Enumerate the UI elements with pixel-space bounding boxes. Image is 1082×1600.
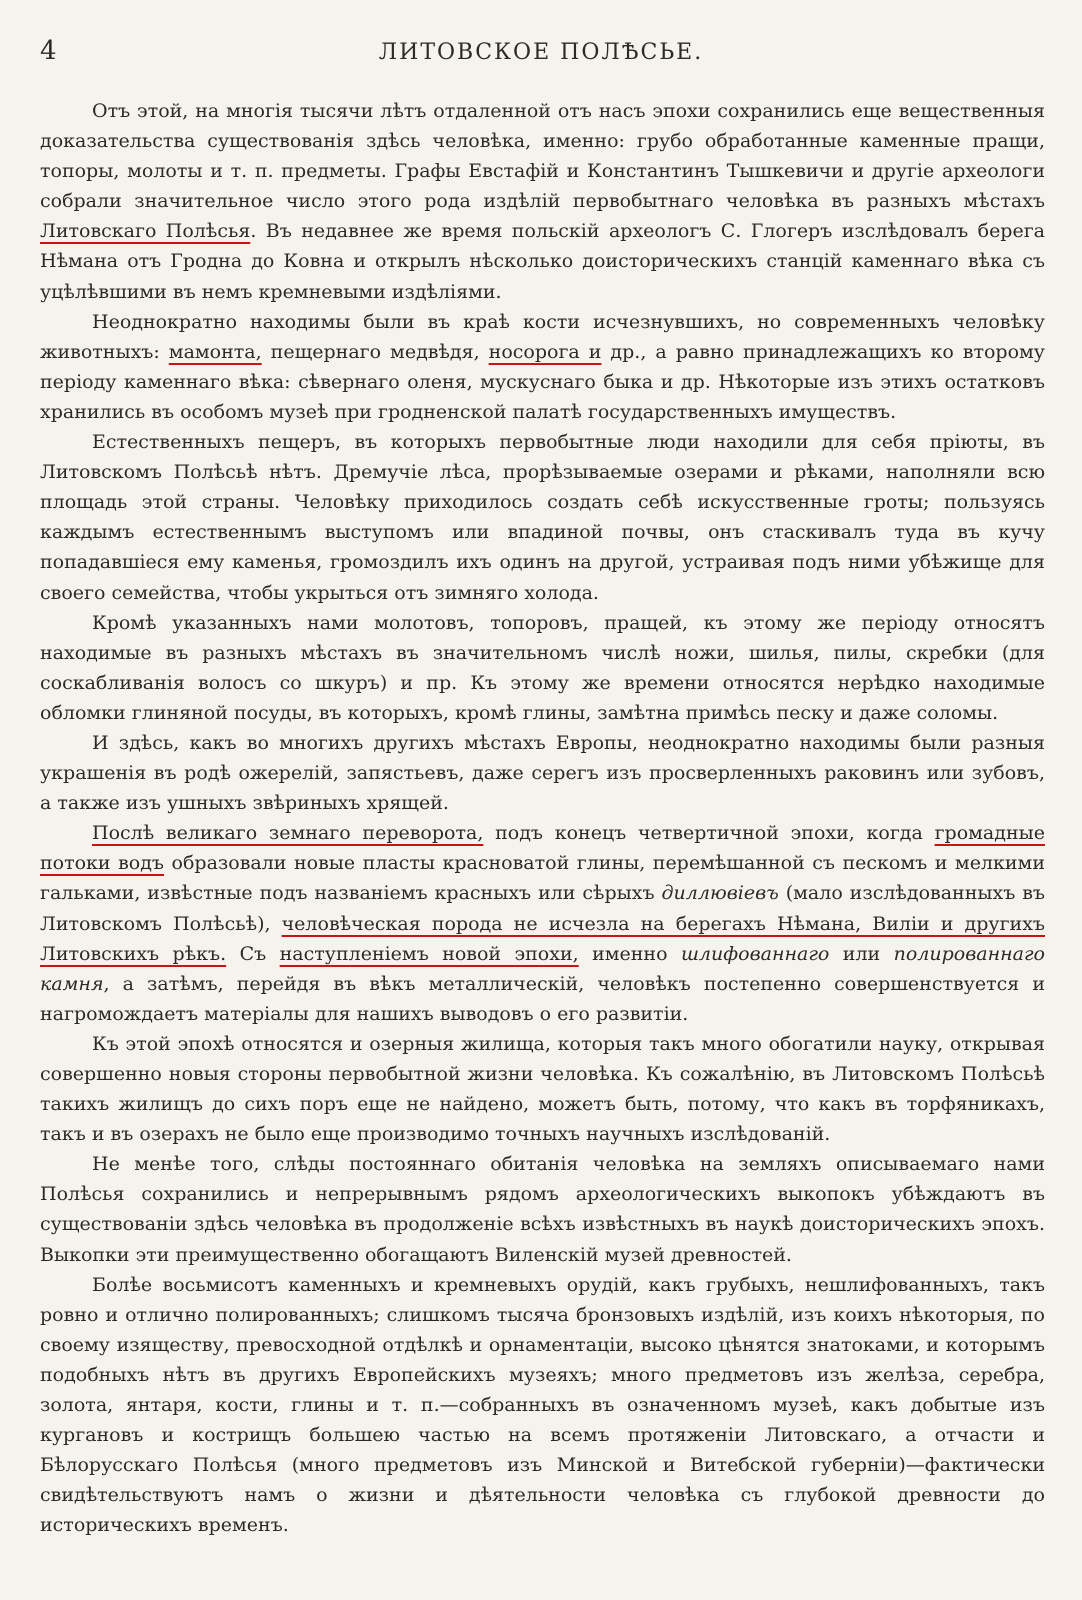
text-run: Неоднократно находимы были въ краѣ кости исчезнувшихъ, но современныхъ человѣку животныхъ: bbox=[40, 310, 1045, 363]
underlined-text: громадные потоки водъ bbox=[40, 822, 1045, 875]
paragraph bbox=[40, 1149, 1045, 1269]
italic-text: диллювіевъ bbox=[661, 882, 779, 905]
text-run: Къ этой эпохѣ относятся и озерныя жилища, которыя такъ много обогатили науку, открывая совершенно новыя стороны первобытной жизни человѣка. Къ сожалѣнію, въ Литовскомъ Полѣсьѣ такихъ жилищъ до сихъ поръ еще не найдено, можетъ быть, потому, что какъ въ торфяникахъ, такъ и въ озерахъ не было еще производимо точныхъ научныхъ изслѣдованій. bbox=[40, 1032, 1045, 1146]
underlined-text: человѣческая порода не исчезла на берегахъ Нѣмана, Виліи и другихъ Литовскихъ рѣкъ. bbox=[40, 912, 1045, 965]
paragraph bbox=[40, 608, 1045, 728]
italic-text: полированнаго камня bbox=[40, 942, 1045, 995]
underlined-text: наступленіемъ новой эпохи, bbox=[279, 942, 579, 965]
text-run: (мало изслѣдованныхъ въ Литовскомъ Полѣсьѣ), bbox=[40, 882, 1045, 935]
text-run: др., а равно принадлежащихъ ко второму періоду каменнаго вѣка: сѣвернаго оленя, мускуснаго быка и др. Нѣкоторые изъ этихъ остатковъ хранились въ особомъ музеѣ при гродненской палатѣ государственныхъ имуществъ. bbox=[40, 340, 1045, 423]
running-title: ЛИТОВСКОЕ ПОЛѢСЬЕ. bbox=[378, 40, 704, 65]
paragraph bbox=[40, 1270, 1045, 1541]
page-number: 4 bbox=[40, 36, 58, 66]
paragraph bbox=[40, 1029, 1045, 1149]
paragraph bbox=[40, 818, 1045, 1029]
paragraph bbox=[40, 427, 1045, 608]
underlined-text: носорога и bbox=[488, 340, 602, 363]
paragraph bbox=[40, 96, 1045, 307]
body-text bbox=[40, 96, 1045, 1541]
text-run: , а затѣмъ, перейдя въ вѣкъ металлическій, человѣкъ постепенно совершенствуется и нагромождаетъ матеріалы для нашихъ выводовъ о его развитіи. bbox=[40, 972, 1045, 1025]
text-run: Отъ этой, на многія тысячи лѣтъ отдаленной отъ насъ эпохи сохранились еще вещественныя доказательства существованія здѣсь человѣка, именно: грубо обработанные каменные пращи, топоры, молоты и т. п. предметы. Графы Евстафій и Константинъ Тышкевичи и другіе археологи собрали значительное число этого рода издѣлій первобытнаго человѣка въ разныхъ мѣстахъ bbox=[40, 100, 1045, 213]
underlined-text: Литовскаго Полѣсья bbox=[40, 220, 251, 243]
text-run: Съ bbox=[226, 942, 280, 965]
paragraph bbox=[40, 307, 1045, 427]
italic-text: шлифованнаго bbox=[680, 942, 830, 965]
text-run: . Въ недавнее же время польскій археологъ С. Глогеръ изслѣдовалъ берега Нѣмана отъ Гродна до Ковна и открылъ нѣсколько доисторическихъ станцій каменнаго вѣка съ уцѣлѣвшими въ немъ кремневыми издѣліями. bbox=[40, 220, 1045, 303]
text-run: или bbox=[829, 942, 894, 965]
text-run: именно bbox=[578, 942, 681, 965]
underlined-text: Послѣ великаго земнаго переворота, bbox=[92, 822, 484, 845]
text-run: И здѣсь, какъ во многихъ другихъ мѣстахъ Европы, неоднократно находимы были разныя украшенія въ родѣ ожерелій, запястьевъ, даже серегъ изъ просверленныхъ раковинъ или зубовъ, а также изъ ушныхъ звѣриныхъ хрящей. bbox=[40, 731, 1045, 815]
text-run: пещернаго медвѣдя, bbox=[261, 340, 489, 363]
text-run: Естественныхъ пещеръ, въ которыхъ первобытные люди находили для себя пріюты, въ Литовскомъ Полѣсьѣ нѣтъ. Дремучіе лѣса, прорѣзываемые озерами и рѣками, наполняли всю площадь этой страны. Человѣку приходилось создать себѣ искусственные гроты; пользуясь каждымъ естественнымъ выступомъ или впадиной почвы, онъ стаскивалъ туда въ кучу попадавшіеся ему каменья, громоздилъ ихъ одинъ на другой, устраивая подъ ними убѣжище для своего семейства, чтобы укрыться отъ зимняго холода. bbox=[40, 431, 1045, 604]
text-run: образовали новые пласты красноватой глины, перемѣшанной съ пескомъ и мелкими гальками, извѣстные подъ названіемъ красныхъ или сѣрыхъ bbox=[40, 852, 1045, 905]
text-run: Не менѣе того, слѣды постояннаго обитанія человѣка на земляхъ описываемаго нами Полѣсья сохранились и непрерывнымъ рядомъ археологическихъ выкопокъ убѣждаютъ въ существованіи здѣсь человѣка въ продолженіе всѣхъ извѣстныхъ въ наукѣ доисторическихъ эпохъ. Выкопки эти преимущественно обогащаютъ Виленскій музей древностей. bbox=[40, 1153, 1045, 1266]
text-run: Болѣе восьмисотъ каменныхъ и кремневыхъ орудій, какъ грубыхъ, нешлифованныхъ, такъ ровно и отлично полированныхъ; слишкомъ тысяча бронзовыхъ издѣлій, изъ коихъ нѣкоторыя, по своему изяществу, превосходной отдѣлкѣ и орнаментаціи, высоко цѣнятся знатоками, и которымъ подобныхъ нѣтъ въ другихъ Европейскихъ музеяхъ; много предметовъ изъ желѣза, серебра, золота, янтаря, кости, глины и т. п.—собранныхъ въ означенномъ музеѣ, какъ добытые изъ кургановъ и кострищъ большею частью на всемъ протяженіи Литовскаго, а отчасти и Бѣлорусскаго Полѣсья (много предметовъ изъ Минской и Витебской губерніи)—фактически свидѣтельствуютъ намъ о жизни и дѣятельности человѣка съ глубокой древности до историческихъ временъ. bbox=[40, 1273, 1045, 1537]
underlined-text: мамонта, bbox=[168, 340, 262, 363]
text-run: Кромѣ указанныхъ нами молотовъ, топоровъ, пращей, къ этому же періоду относятъ находимые въ разныхъ мѣстахъ въ значительномъ числѣ ножи, шилья, пилы, скребки (для соскабливанія волосъ со шкуръ) и пр. Къ этому же времени относятся нерѣдко находимые обломки глиняной посуды, въ которыхъ, кромѣ глины, замѣтна примѣсь песку и даже соломы. bbox=[40, 611, 1045, 724]
page-header bbox=[0, 36, 1082, 76]
text-run: подъ конецъ четвертичной эпохи, когда bbox=[483, 822, 935, 845]
paragraph bbox=[40, 728, 1045, 818]
